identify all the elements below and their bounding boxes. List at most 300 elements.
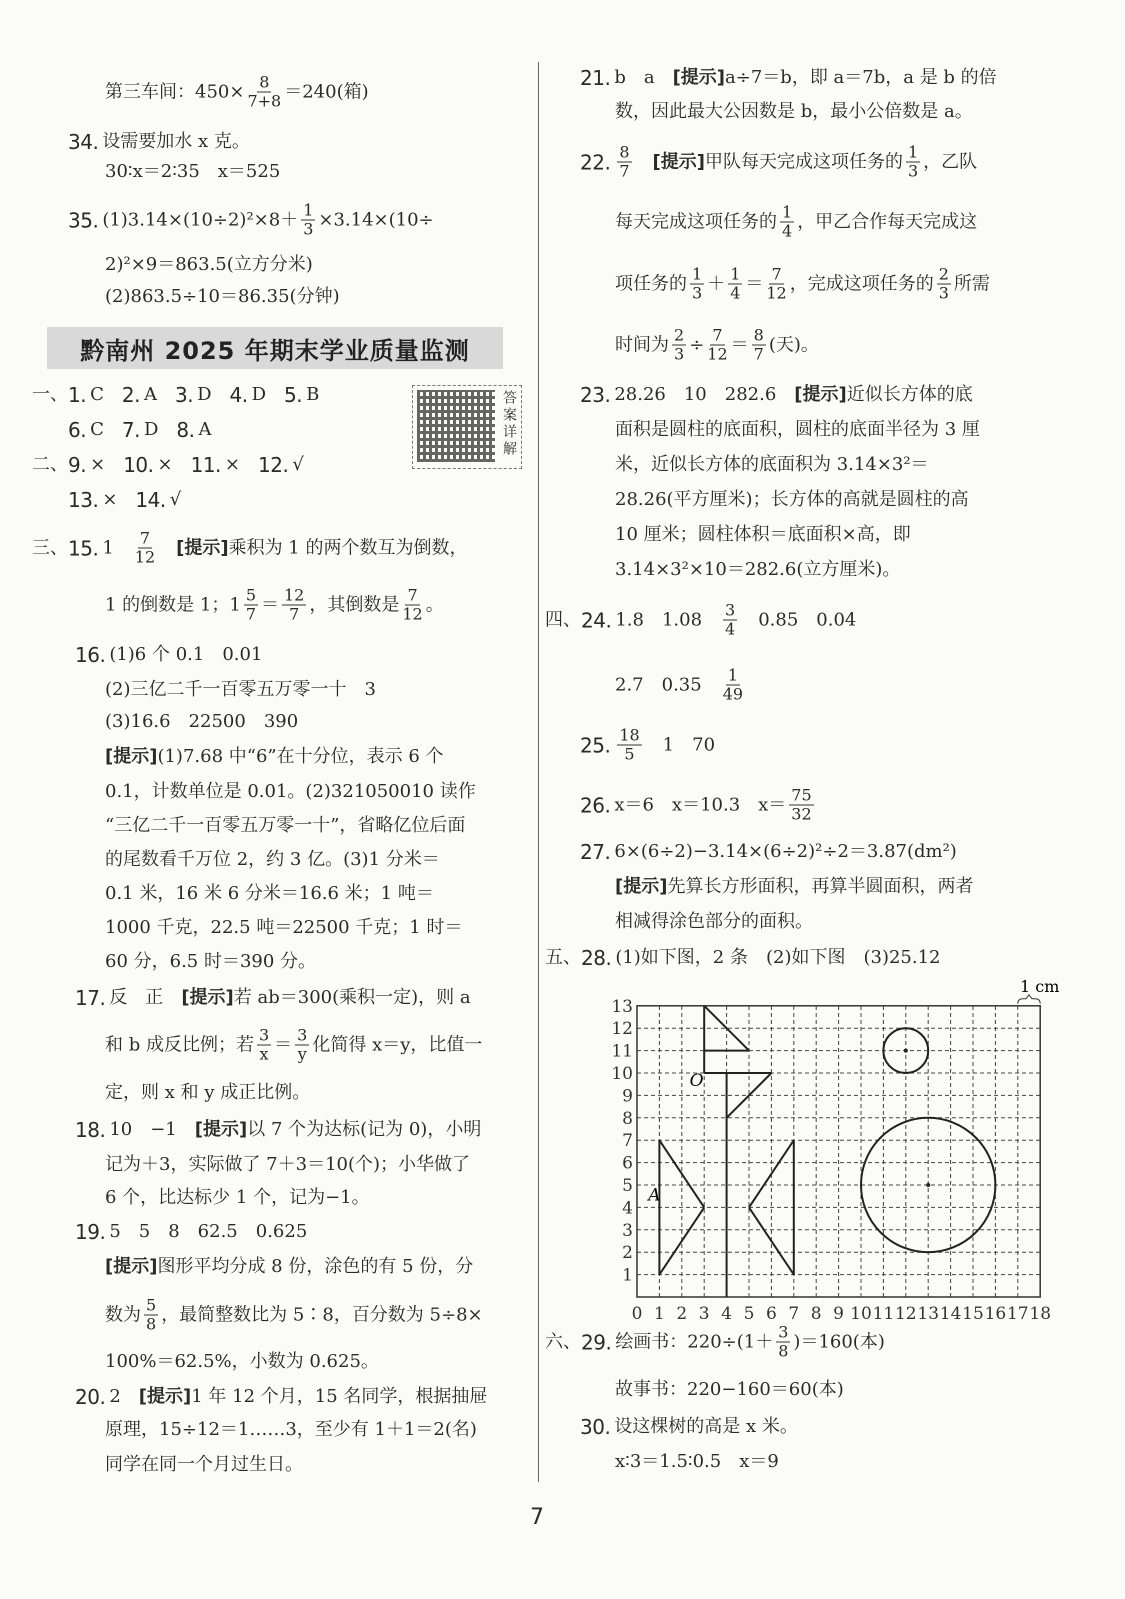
text-segment: 近似长方体的底 (846, 384, 973, 405)
fraction (728, 266, 742, 303)
x-tick-label: 1 (653, 1304, 665, 1324)
text-segment: 图形平均分成 8 份，涂色的有 5 份，分 (157, 1256, 474, 1277)
text-segment: 时间为 (615, 334, 669, 355)
text-segment: C (90, 384, 122, 405)
text-segment: 数，因此最大公因数是 b，最小公倍数是 a。 (615, 101, 973, 122)
text-line (105, 679, 376, 701)
text-line (105, 711, 298, 733)
x-tick-label: 4 (721, 1304, 733, 1324)
text-segment: ，甲乙合作每天完成这 (797, 211, 978, 232)
fraction-denominator: 3 (674, 344, 685, 364)
fraction-numerator: 3 (725, 600, 736, 620)
text-line (68, 202, 434, 239)
text-segment: ＝240(箱) (284, 81, 369, 102)
text-line (615, 876, 973, 898)
question-number: 8. (176, 418, 195, 442)
question-number: 20. (75, 1385, 106, 1409)
scale-brace (1018, 995, 1040, 1004)
fraction (766, 266, 786, 303)
fraction-numerator: 75 (791, 785, 812, 805)
hint-label: [提示] (138, 1386, 192, 1407)
hint-label: [提示] (105, 746, 158, 767)
text-segment: 3.14×3²×10＝282.6(立方厘米)。 (615, 559, 901, 580)
text-line (105, 1082, 310, 1104)
y-tick-label: 11 (611, 1041, 633, 1062)
text-segment: 乘积为 1 的两个数互为倒数， (228, 537, 468, 558)
text-segment: a÷7＝b，即 a＝7b，a 是 b 的倍 (725, 67, 997, 88)
text-segment (158, 537, 176, 559)
text-segment: 数为 (105, 1304, 141, 1325)
text-segment: 二、 (32, 454, 68, 475)
fraction-denominator: 7+8 (247, 91, 282, 111)
point-o-label: O (689, 1070, 704, 1091)
text-segment: 2.7 0.35 (615, 674, 720, 695)
text-segment: 若 ab＝300(乘积一定)，则 a (233, 987, 471, 1008)
text-line (105, 781, 476, 803)
fraction (906, 144, 920, 181)
fraction (723, 602, 737, 639)
question-number: 13. (68, 488, 99, 512)
text-segment: 设需要加水 x 克。 (102, 131, 250, 152)
text-line (105, 286, 340, 308)
text-line (615, 559, 900, 581)
fraction (789, 787, 813, 824)
text-line (105, 815, 465, 837)
fraction (937, 266, 951, 303)
text-segment: 三、 (32, 537, 68, 558)
text-line (105, 254, 313, 276)
text-segment: 先算长方形面积，再算半圆面积，两者 (667, 876, 974, 897)
text-line (105, 951, 316, 973)
fraction-numerator: 2 (938, 264, 949, 284)
fraction-numerator: 7 (407, 585, 418, 605)
text-segment: 0.85 0.04 (740, 609, 857, 630)
fraction (402, 587, 422, 624)
text-segment: 28.26(平方厘米)；长方体的高就是圆柱的高 (615, 489, 969, 510)
fraction (780, 204, 794, 241)
text-segment: 原理，15÷12＝1……3，至少有 1＋1＝2(名) (105, 1419, 477, 1440)
fraction-denominator: 8 (778, 1341, 789, 1361)
text-segment: 同学在同一个月过生日。 (105, 1454, 303, 1475)
x-tick-label: 5 (743, 1304, 755, 1324)
text-line (615, 911, 813, 933)
text-segment: )＝160(本) (793, 1331, 885, 1352)
y-tick-label: 7 (622, 1131, 633, 1152)
fraction-numerator: 7 (771, 264, 782, 284)
text-segment: 。 (425, 594, 444, 615)
text-line (105, 1454, 303, 1476)
text-line (615, 101, 973, 123)
text-segment: D (251, 384, 285, 405)
fraction (301, 202, 315, 239)
fraction-numerator: 5 (146, 1295, 157, 1315)
question-number: 18. (75, 1118, 106, 1142)
fraction-numerator: 1 (907, 142, 919, 162)
text-segment: ，乙队 (923, 151, 978, 172)
point-a-label: A (648, 1185, 661, 1206)
large-circle-center (926, 1183, 930, 1187)
fraction-numerator: 8 (259, 72, 270, 92)
text-segment: C (90, 419, 122, 440)
fraction-denominator: 12 (134, 547, 156, 567)
text-segment: 绘画书：220÷(1＋ (615, 1331, 774, 1352)
x-tick-label: 9 (833, 1304, 845, 1324)
text-line (580, 787, 817, 824)
text-line (615, 1379, 844, 1401)
question-number: 12. (258, 453, 289, 477)
fraction-numerator: 1 (727, 665, 738, 685)
fraction-denominator: 12 (402, 604, 423, 624)
text-line (68, 489, 181, 511)
fraction-denominator: y (297, 1044, 307, 1064)
text-line (75, 644, 262, 666)
fraction-numerator: 3 (258, 1025, 270, 1045)
text-segment: 2 (109, 1386, 139, 1407)
fraction-denominator: 7 (753, 344, 764, 364)
question-number: 28. (581, 946, 612, 970)
text-segment: 每天完成这项任务的 (615, 211, 777, 232)
text-line (615, 327, 819, 364)
column-divider (538, 62, 539, 1482)
text-segment: 化简得 x＝y，比值一 (312, 1034, 483, 1055)
text-segment: 记为＋3，实际做了 7＋3＝10(个)；小华做了 (105, 1154, 471, 1175)
x-tick-label: 15 (962, 1304, 984, 1324)
text-line (615, 204, 977, 241)
text-segment: × (90, 454, 124, 475)
question-number: 17. (75, 986, 106, 1010)
question-number: 15. (68, 536, 99, 560)
fraction-denominator: 4 (782, 221, 793, 241)
x-tick-label: 16 (984, 1304, 1007, 1324)
question-number: 4. (229, 383, 248, 407)
fraction-denominator: 49 (722, 684, 744, 704)
text-line (615, 489, 969, 511)
text-line (105, 587, 444, 624)
y-tick-label: 2 (622, 1243, 633, 1264)
hint-label: [提示] (181, 987, 234, 1008)
text-line (32, 384, 319, 406)
fraction (617, 727, 641, 764)
text-segment: 所需 (953, 273, 990, 294)
fraction (295, 1027, 309, 1064)
fraction-numerator: 18 (619, 725, 640, 745)
question-number: 26. (580, 793, 611, 817)
question-number: 29. (581, 1330, 612, 1354)
qr-code (412, 385, 522, 469)
text-segment: 五、 (545, 947, 581, 968)
text-segment: ÷ (689, 334, 705, 355)
text-segment: 2)²×9＝863.5(立方分米) (105, 254, 313, 275)
fraction (135, 530, 155, 567)
text-segment: D (143, 419, 177, 440)
text-line (75, 1386, 487, 1408)
small-circle-center (904, 1049, 908, 1053)
text-line (545, 947, 941, 969)
text-segment: A (143, 384, 175, 405)
fraction-denominator: 4 (730, 283, 741, 303)
text-segment: 100%＝62.5%，小数为 0.625。 (105, 1351, 379, 1372)
fraction (672, 327, 686, 364)
text-segment: (2)三亿二千一百零五万零一十 3 (105, 679, 376, 700)
hint-label: [提示] (176, 537, 229, 558)
text-line (105, 746, 444, 768)
fraction-denominator: 3 (692, 283, 703, 303)
page-number: 7 (530, 1505, 544, 1530)
text-segment: 1 70 (644, 734, 716, 755)
text-segment: 5 5 8 62.5 0.625 (109, 1221, 308, 1242)
text-segment: (2)863.5÷10＝86.35(分钟) (105, 286, 340, 307)
x-tick-label: 6 (765, 1304, 777, 1324)
question-number: 2. (121, 383, 140, 407)
fraction (282, 587, 306, 624)
fraction (244, 587, 258, 624)
question-number: 27. (580, 840, 611, 864)
y-tick-label: 13 (611, 996, 633, 1017)
question-number: 24. (581, 608, 612, 632)
hint-label: [提示] (652, 151, 705, 172)
text-line (105, 1187, 370, 1209)
text-segment: 故事书：220−160＝60(本) (615, 1379, 844, 1400)
text-line (615, 266, 990, 303)
text-segment: 第三车间：450× (105, 81, 245, 102)
fraction-numerator: 3 (297, 1025, 308, 1045)
x-tick-label: 11 (872, 1304, 895, 1324)
text-line (580, 841, 957, 863)
hint-label: [提示] (105, 1256, 158, 1277)
text-segment: 四、 (545, 609, 581, 630)
text-line (68, 419, 212, 441)
text-line (615, 454, 929, 476)
text-segment: 甲队每天完成这项任务的 (704, 151, 903, 172)
text-line (105, 1256, 473, 1278)
text-segment: 1000 千克，22.5 吨＝22500 千克；1 时＝ (105, 917, 463, 938)
text-line (75, 1119, 481, 1141)
y-tick-label: 1 (622, 1265, 633, 1286)
y-tick-label: 12 (611, 1019, 633, 1040)
text-line (105, 1297, 483, 1334)
text-segment: 10 厘米；圆柱体积＝底面积×高，即 (615, 524, 911, 545)
text-segment: 1.8 1.08 (615, 609, 721, 630)
question-number: 19. (75, 1220, 106, 1244)
x-tick-label: 2 (676, 1304, 688, 1324)
text-segment: (1)7.68 中“6”在十分位，表示 6 个 (157, 746, 444, 767)
x-tick-label: 17 (1006, 1304, 1029, 1324)
question-number: 14. (135, 488, 166, 512)
text-line (105, 1027, 482, 1064)
qr-label: 答案详解 (501, 390, 517, 458)
question-number: 23. (580, 383, 611, 407)
section-banner: 黔南州 2025 年期末学业质量监测 (47, 327, 503, 369)
fraction-numerator: 5 (245, 585, 256, 605)
question-number: 35. (68, 208, 99, 232)
text-segment: (1)如下图，2 条 (2)如下图 (3)25.12 (615, 947, 941, 968)
text-segment (635, 151, 653, 173)
fraction-numerator: 1 (782, 202, 793, 222)
fraction-denominator: 3 (938, 283, 949, 303)
y-tick-label: 10 (611, 1064, 633, 1084)
text-line (32, 530, 467, 567)
fraction-denominator: 5 (624, 744, 635, 764)
text-segment: ，最简整数比为 5∶8，百分数为 5÷8× (161, 1304, 483, 1325)
question-number: 22. (580, 150, 611, 174)
text-line (105, 849, 440, 871)
fraction-numerator: 7 (712, 325, 723, 345)
question-number: 1. (68, 383, 87, 407)
text-segment: 项任务的 (615, 273, 687, 294)
text-segment: ＝ (274, 1034, 293, 1055)
text-line (615, 1451, 779, 1473)
fraction (617, 144, 631, 181)
text-segment: × (102, 489, 136, 510)
text-line (32, 454, 304, 476)
text-segment: ×3.14×(10÷ (318, 209, 434, 230)
text-segment: ＝ (730, 334, 749, 355)
text-segment: √ (292, 454, 304, 475)
text-segment: × (157, 454, 191, 475)
fraction-numerator: 8 (753, 325, 764, 345)
qr-code-image (417, 390, 495, 462)
text-segment: D (197, 384, 230, 405)
hint-label: [提示] (672, 67, 726, 88)
text-segment: 设这棵树的高是 x 米。 (614, 1416, 798, 1437)
scale-label: 1 cm (1020, 976, 1060, 996)
x-tick-label: 10 (850, 1304, 872, 1324)
question-number: 9. (68, 453, 87, 477)
y-tick-label: 6 (622, 1153, 633, 1174)
question-number: 16. (75, 643, 106, 667)
fraction-denominator: 8 (146, 1314, 157, 1334)
text-segment: 60 分，6.5 时＝390 分。 (105, 951, 317, 972)
text-segment: 的尾数看千万位 2，约 3 亿。(3)1 分米＝ (105, 849, 440, 870)
text-segment: 6 个，比达标少 1 个，记为−1。 (105, 1187, 370, 1208)
text-segment: 0.1 米，16 米 6 分米＝16.6 米；1 吨＝ (105, 883, 434, 904)
fraction-numerator: 12 (284, 585, 305, 605)
question-number: 34. (68, 130, 99, 154)
text-line (105, 1351, 379, 1373)
text-segment: 28.26 10 282.6 (614, 384, 795, 405)
question-number: 5. (284, 383, 303, 407)
text-segment: 10 −1 (109, 1119, 195, 1140)
text-line (75, 987, 471, 1009)
fraction (690, 266, 704, 303)
fraction-denominator: 12 (707, 344, 728, 364)
text-line (580, 67, 997, 89)
fraction (247, 74, 281, 111)
fraction-denominator: 32 (791, 804, 812, 824)
text-line (105, 917, 463, 939)
question-number: 7. (121, 418, 140, 442)
text-segment: 相减得涂色部分的面积。 (615, 911, 813, 932)
x-tick-label: 8 (810, 1304, 822, 1324)
text-segment: ，完成这项任务的 (789, 273, 934, 294)
fraction (776, 1324, 790, 1361)
text-segment: 米，近似长方体的底面积为 3.14×3²＝ (615, 454, 929, 475)
fraction-numerator: 1 (730, 264, 741, 284)
question-number: 25. (580, 733, 611, 757)
text-line (68, 131, 250, 153)
text-segment: 以 7 个为达标(记为 0)，小明 (247, 1119, 482, 1140)
text-line (580, 727, 715, 764)
question-number: 30. (580, 1415, 611, 1439)
text-line (615, 524, 911, 546)
x-tick-label: 12 (894, 1304, 917, 1324)
text-line (580, 384, 973, 406)
text-line (615, 667, 746, 704)
text-segment: 0.1，计数单位是 0.01。(2)321050010 读作 (105, 781, 476, 802)
text-line (615, 419, 980, 441)
text-line (545, 1324, 885, 1361)
fraction (752, 327, 766, 364)
y-tick-label: 3 (622, 1220, 633, 1241)
fraction-numerator: 1 (303, 200, 314, 220)
text-segment: x＝6 x＝10.3 x＝ (614, 794, 787, 815)
fraction (723, 667, 743, 704)
text-segment: (1)6 个 0.1 0.01 (109, 644, 263, 665)
text-segment: (3)16.6 22500 390 (105, 711, 299, 732)
text-segment: × (224, 454, 258, 475)
text-line (105, 883, 434, 905)
text-segment: 1 的倒数是 1；1 (105, 594, 241, 615)
fraction-denominator: 7 (245, 604, 256, 624)
x-tick-label: 7 (788, 1304, 800, 1324)
fraction-denominator: x (259, 1044, 269, 1064)
fraction-numerator: 2 (674, 325, 685, 345)
fraction (707, 327, 727, 364)
text-segment: ＋ (707, 273, 726, 294)
y-tick-label: 9 (622, 1086, 633, 1107)
text-line (105, 161, 280, 183)
coordinate-grid-figure (600, 975, 1070, 1325)
text-line (105, 1154, 470, 1176)
hint-label: [提示] (615, 876, 668, 897)
fraction-numerator: 1 (692, 264, 703, 284)
text-line (105, 74, 369, 111)
text-segment: 定，则 x 和 y 成正比例。 (105, 1082, 311, 1103)
text-line (75, 1221, 307, 1243)
text-segment: √ (169, 489, 182, 510)
text-segment: (1)3.14×(10÷2)²×8＋ (102, 209, 299, 230)
x-tick-label: 14 (939, 1304, 962, 1324)
text-segment: 一、 (32, 384, 68, 405)
fraction (144, 1297, 158, 1334)
text-segment: 1 (102, 537, 132, 558)
text-segment: b a (614, 67, 673, 88)
fraction-denominator: 3 (303, 219, 314, 239)
y-tick-label: 8 (622, 1108, 633, 1129)
x-tick-label: 3 (698, 1304, 710, 1324)
question-number: 21. (580, 66, 611, 90)
text-segment: B (306, 384, 320, 405)
text-segment: (天)。 (768, 334, 819, 355)
text-segment: A (198, 419, 212, 440)
fraction (257, 1027, 271, 1064)
y-tick-label: 4 (622, 1198, 633, 1219)
text-segment: 反 正 (109, 987, 182, 1008)
x-tick-label: 0 (631, 1304, 643, 1324)
text-segment: ＝ (745, 273, 764, 294)
hint-label: [提示] (794, 384, 847, 405)
hint-label: [提示] (194, 1119, 248, 1140)
question-number: 11. (190, 453, 221, 477)
text-segment: ，其倒数是 (309, 594, 400, 615)
x-tick-label: 13 (917, 1304, 940, 1324)
text-segment: 六、 (545, 1331, 581, 1352)
text-segment: 和 b 成反比例；若 (105, 1034, 254, 1055)
fraction-denominator: 7 (289, 604, 300, 624)
question-number: 6. (68, 418, 87, 442)
x-tick-label: 18 (1029, 1304, 1052, 1324)
text-line (580, 144, 977, 181)
